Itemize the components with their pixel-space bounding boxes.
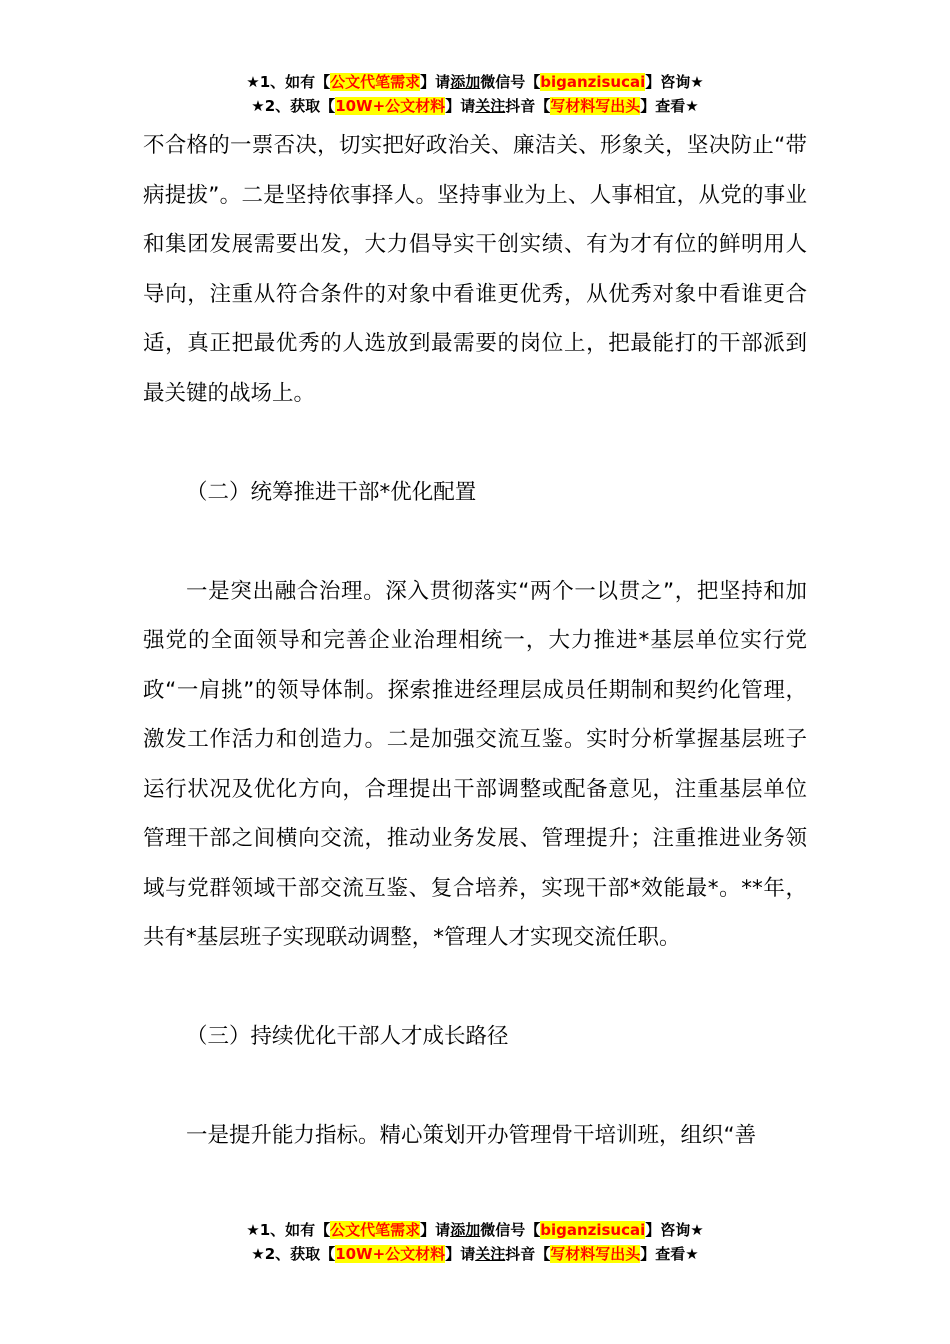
banner-line-1 bbox=[0, 70, 950, 94]
paragraph-3: 一是提升能力指标。精心策划开办管理骨干培训班，组织“善 bbox=[186, 1123, 757, 1148]
footer-banner bbox=[0, 1218, 950, 1266]
spacer bbox=[143, 418, 807, 468]
header-banner bbox=[0, 70, 950, 118]
banner-text: ★2、获取【 bbox=[251, 97, 336, 115]
banner-text: 抖音【 bbox=[505, 1245, 551, 1263]
banner-text: ★1、如有【 bbox=[246, 73, 331, 91]
banner-highlight: 10W+公文材料 bbox=[335, 1245, 446, 1263]
banner-underlined: 添加 bbox=[450, 1221, 481, 1239]
banner-highlight: 写材料写出头 bbox=[550, 97, 641, 115]
paragraph-1: 不合格的一票否决，切实把好政治关、廉洁关、形象关，坚决防止“带病提拔”。二是坚持依事择人。坚持事业为上、人事相宜，从党的事业和集团发展需要出发，大力倡导实干创实绩、有为才有位的鲜明用人导向，注重从符合条件的对象中看谁更优秀，从优秀对象中看谁更合适，真正把最优秀的人选放到最需要的岗位上，把最能打的干部派到最关键的战场上。 bbox=[143, 133, 807, 406]
section-heading-2: （二）统筹推进干部*优化配置 bbox=[186, 479, 477, 505]
banner-underlined: 关注 bbox=[475, 1245, 506, 1263]
banner-text: 】请 bbox=[445, 97, 476, 115]
spacer bbox=[143, 1062, 807, 1112]
banner-text: 】请 bbox=[445, 1245, 476, 1263]
banner-highlight: 10W+公文材料 bbox=[335, 97, 446, 115]
banner-line-1 bbox=[0, 1218, 950, 1242]
banner-text: 】咨询★ bbox=[645, 73, 704, 91]
banner-highlight: biganzisucai bbox=[540, 73, 646, 91]
paragraph-2: 一是突出融合治理。深入贯彻落实“两个一以贯之”，把坚持和加强党的全面领导和完善企业治理相统一，大力推进*基层单位实行党政“一肩挑”的领导体制。探索推进经理层成员任期制和契约化管理，激发工作活力和创造力。二是加强交流互鉴。实时分析掌握基层班子运行状况及优化方向，合理提出干部调整或配备意见，注重基层单位管理干部之间横向交流，推动业务发展、管理提升；注重推进业务领域与党群领域干部交流互鉴、复合培养，实现干部*效能最*。**年，共有*基层班子实现联动调整，*管理人才实现交流任职。 bbox=[143, 578, 807, 950]
banner-text: 】请 bbox=[420, 73, 451, 91]
banner-highlight: 公文代笔需求 bbox=[330, 1221, 421, 1239]
banner-line-2 bbox=[0, 1242, 950, 1266]
banner-highlight: 写材料写出头 bbox=[550, 1245, 641, 1263]
document-body bbox=[143, 121, 807, 1161]
banner-text: 抖音【 bbox=[505, 97, 551, 115]
banner-text: 微信号【 bbox=[480, 73, 541, 91]
banner-text: 】查看★ bbox=[640, 1245, 699, 1263]
banner-text: 】请 bbox=[420, 1221, 451, 1239]
banner-text: ★1、如有【 bbox=[246, 1221, 331, 1239]
banner-line-2 bbox=[0, 94, 950, 118]
banner-underlined: 关注 bbox=[475, 97, 506, 115]
banner-text: 】咨询★ bbox=[645, 1221, 704, 1239]
section-heading-3: （三）持续优化干部人才成长路径 bbox=[186, 1024, 509, 1049]
banner-highlight: biganzisucai bbox=[540, 1221, 646, 1239]
banner-text: 】查看★ bbox=[640, 97, 699, 115]
spacer bbox=[143, 963, 807, 1013]
banner-underlined: 添加 bbox=[450, 73, 481, 91]
banner-text: ★2、获取【 bbox=[251, 1245, 336, 1263]
spacer bbox=[143, 517, 807, 567]
banner-highlight: 公文代笔需求 bbox=[330, 73, 421, 91]
banner-text: 微信号【 bbox=[480, 1221, 541, 1239]
